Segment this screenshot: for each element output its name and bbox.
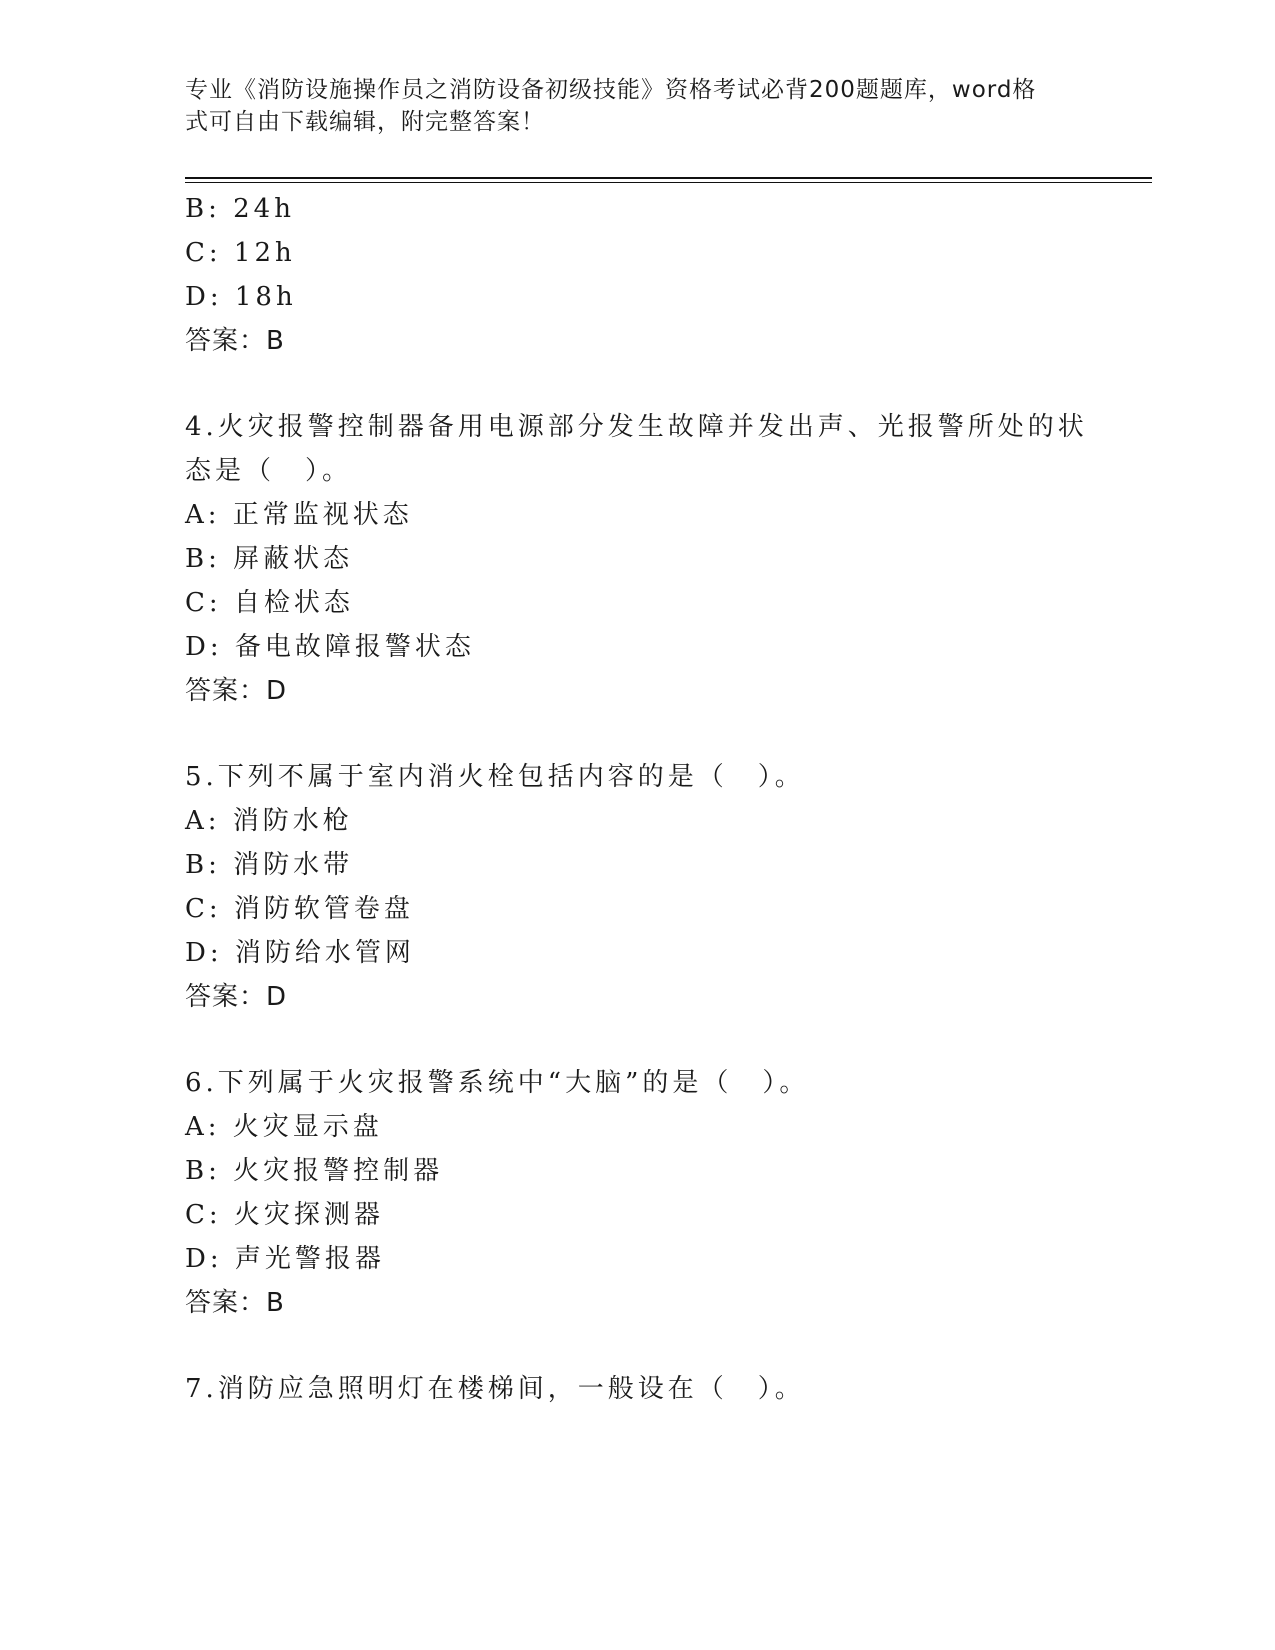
- q4-option-a: A: 正常监视状态: [185, 500, 413, 530]
- q5-option-d: D: 消防给水管网: [185, 938, 415, 968]
- q3-option-c: C: 12h: [185, 238, 296, 268]
- q3-option-d: D: 18h: [185, 282, 297, 312]
- header-line-1: 专业《消防设施操作员之消防设备初级技能》资格考试必背200题题库，word格: [185, 77, 1037, 103]
- q6-stem: 6.下列属于火灾报警系统中“大脑”的是（ ）。: [185, 1068, 810, 1098]
- header-line-2: 式可自由下载编辑，附完整答案！: [185, 109, 545, 135]
- document-header: [185, 74, 1065, 138]
- q3-option-b: B: 24h: [185, 194, 295, 224]
- q4-stem-line-1: 4.火灾报警控制器备用电源部分发生故障并发出声、光报警所处的状: [185, 412, 1088, 442]
- q4-option-c: C: 自检状态: [185, 588, 354, 618]
- q4-option-b: B: 屏蔽状态: [185, 544, 354, 574]
- q4-option-d: D: 备电故障报警状态: [185, 632, 475, 662]
- q4-stem-line-2: 态是（ ）。: [185, 456, 353, 486]
- q6-option-a: A: 火灾显示盘: [185, 1112, 383, 1142]
- q5-answer: 答案：D: [185, 982, 288, 1012]
- q6-option-d: D: 声光警报器: [185, 1244, 385, 1274]
- q5-stem: 5.下列不属于室内消火栓包括内容的是（ ）。: [185, 762, 805, 792]
- q5-option-a: A: 消防水枪: [185, 806, 353, 836]
- q6-option-b: B: 火灾报警控制器: [185, 1156, 444, 1186]
- q7-stem: 7.消防应急照明灯在楼梯间，一般设在（ ）。: [185, 1374, 805, 1404]
- q5-option-b: B: 消防水带: [185, 850, 354, 880]
- q4-answer: 答案：D: [185, 676, 288, 706]
- q5-option-c: C: 消防软管卷盘: [185, 894, 414, 924]
- header-rule-thick: [185, 177, 1152, 179]
- header-rule-thin: [185, 182, 1152, 183]
- q3-answer: 答案：B: [185, 326, 285, 356]
- q6-answer: 答案：B: [185, 1288, 285, 1318]
- q6-option-c: C: 火灾探测器: [185, 1200, 384, 1230]
